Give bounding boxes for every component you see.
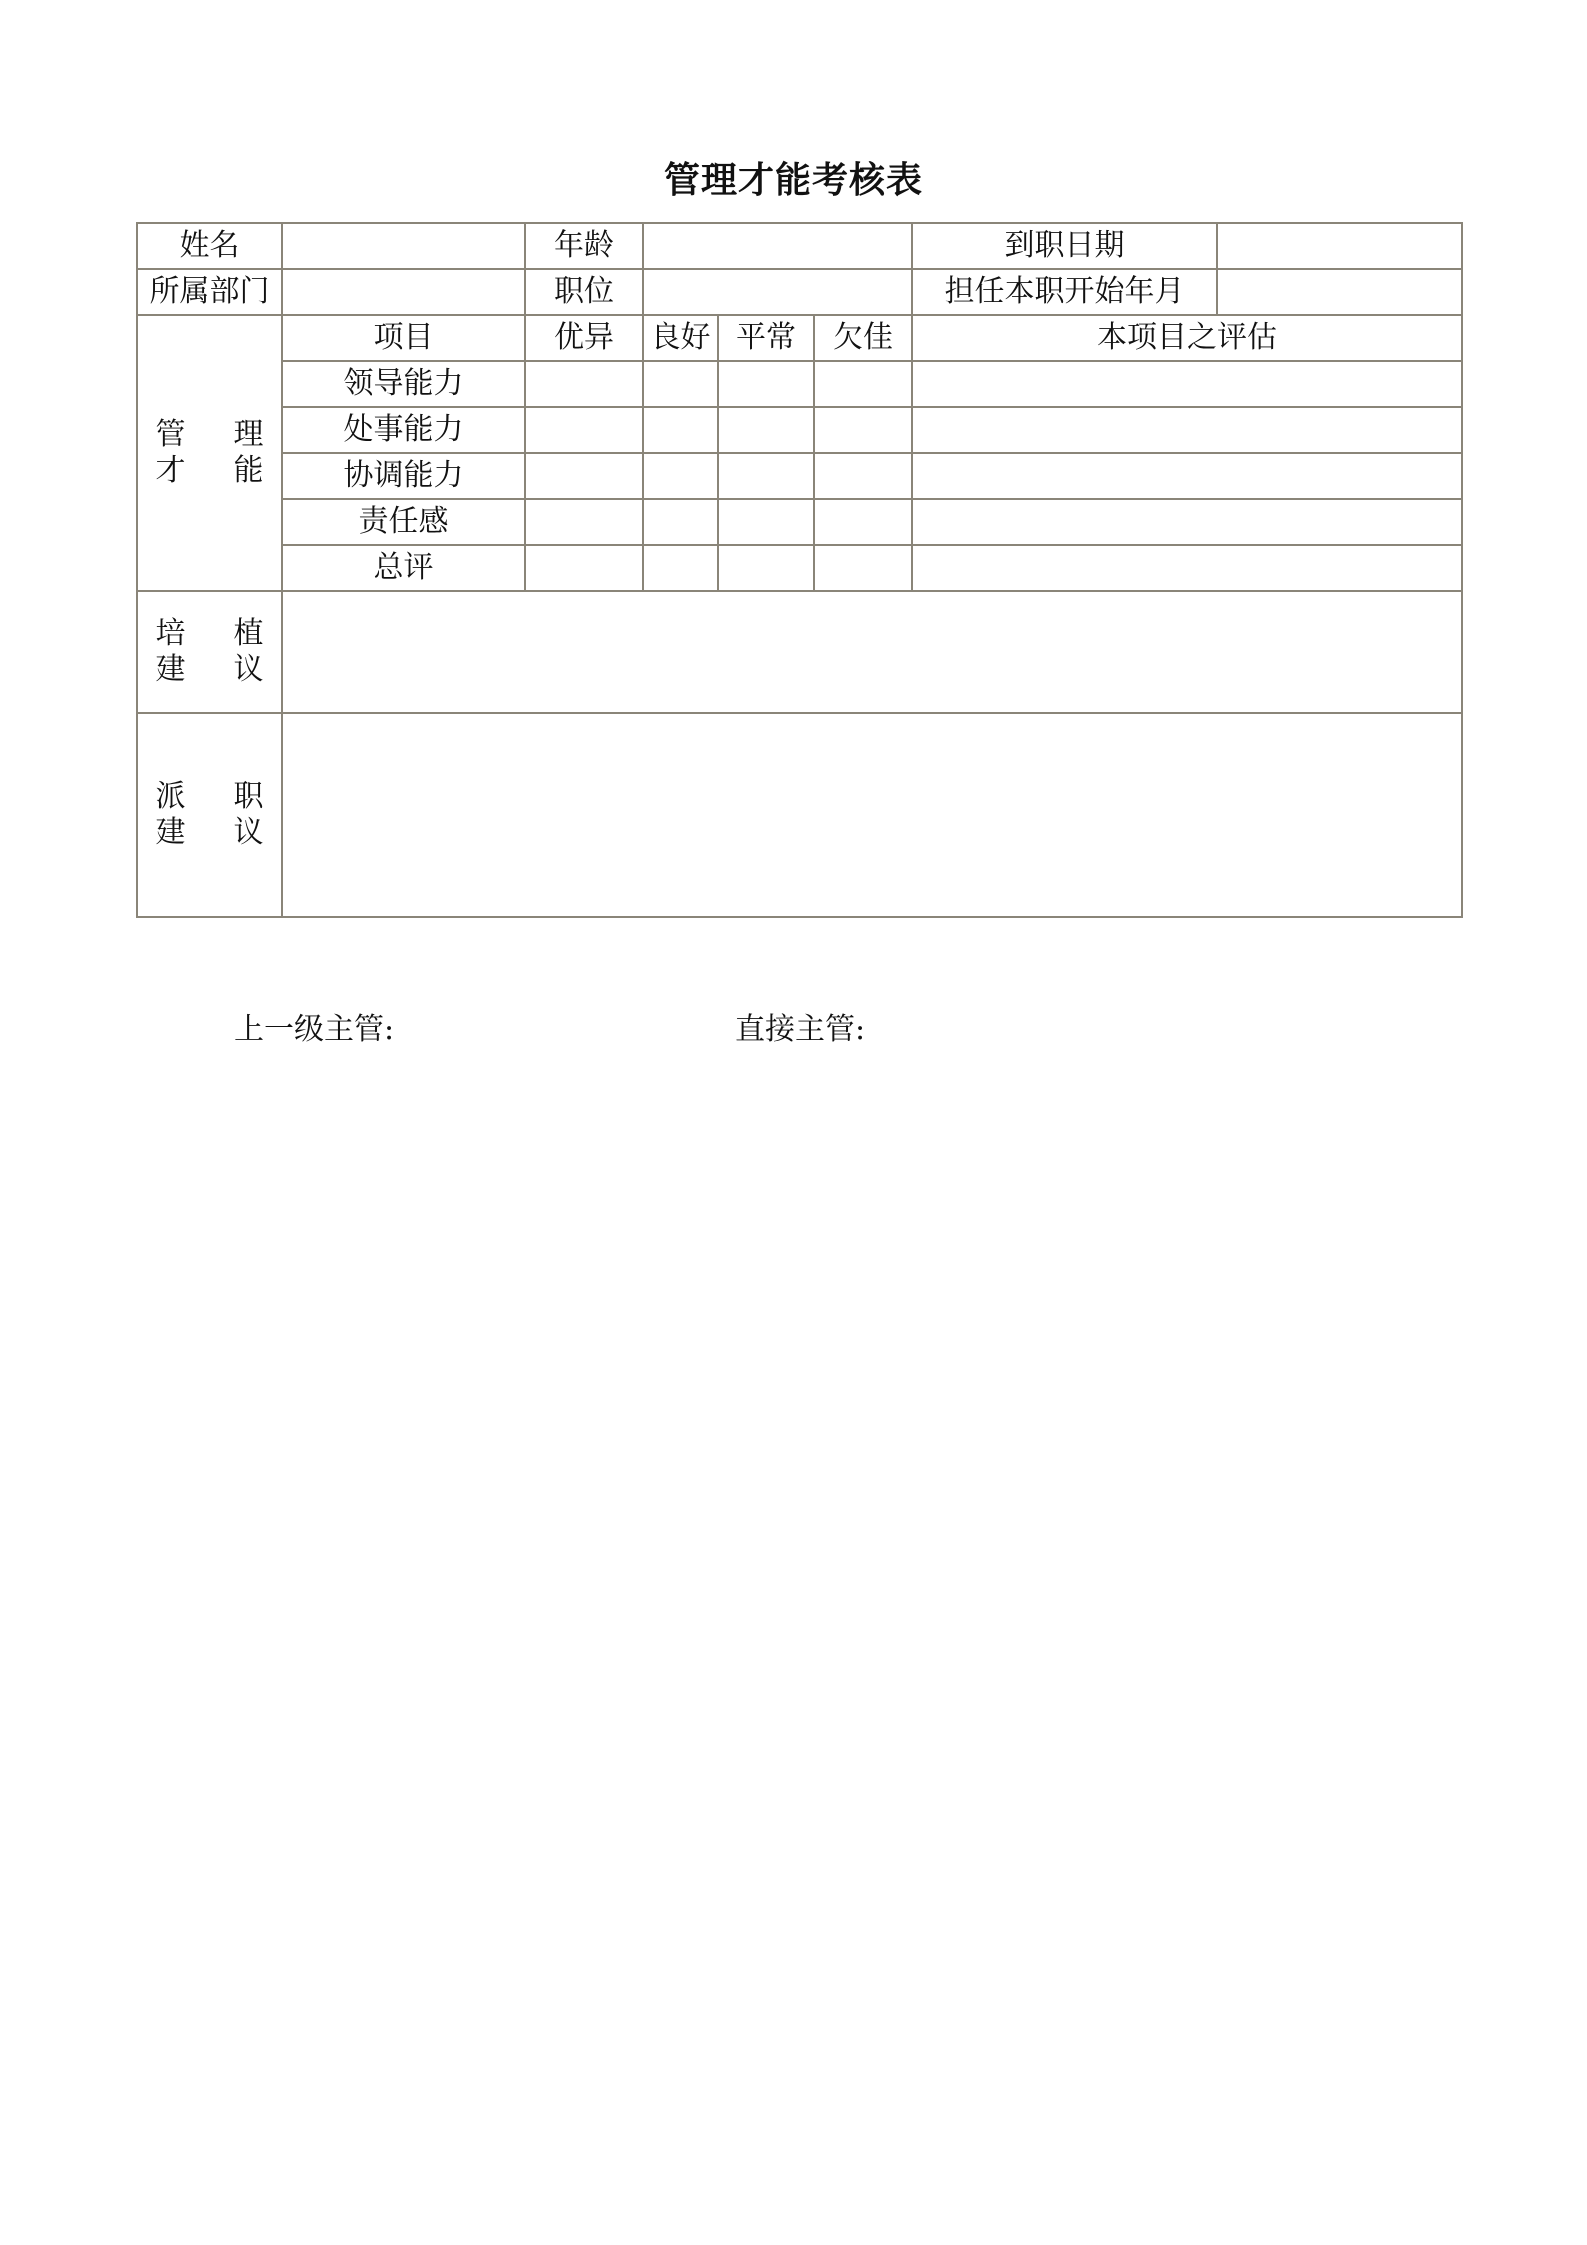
rating-cell-poor[interactable] [814, 453, 912, 499]
rating-cell-poor[interactable] [814, 499, 912, 545]
rating-cell-excellent[interactable] [525, 361, 643, 407]
rating-cell-excellent[interactable] [525, 407, 643, 453]
column-header-good: 良好 [643, 315, 718, 361]
direct-signature-label: 直接主管: [735, 1012, 866, 1047]
rating-cell-poor[interactable] [814, 361, 912, 407]
rating-cell-average[interactable] [718, 453, 814, 499]
name-label: 姓名 [137, 223, 282, 269]
rating-cell-good[interactable] [643, 545, 718, 591]
rating-cell-average[interactable] [718, 499, 814, 545]
appraisal-form-table [136, 222, 1463, 918]
rating-cell-good[interactable] [643, 453, 718, 499]
dept-label: 所属部门 [137, 269, 282, 315]
assignment-row [137, 713, 1462, 917]
evaluation-cell[interactable] [912, 407, 1462, 453]
evaluation-cell[interactable] [912, 545, 1462, 591]
column-header-item: 项目 [282, 315, 525, 361]
table-row [137, 453, 1462, 499]
position-label: 职位 [525, 269, 643, 315]
rating-cell-average[interactable] [718, 545, 814, 591]
assignment-section-label: 派 职 建 议 [137, 713, 282, 917]
training-row [137, 591, 1462, 713]
table-row [137, 545, 1462, 591]
rating-cell-good[interactable] [643, 361, 718, 407]
superior-signature-label: 上一级主管: [234, 1012, 395, 1047]
item-label-leadership: 领导能力 [282, 361, 525, 407]
page-title: 管理才能考核表 [663, 159, 923, 201]
evaluation-cell[interactable] [912, 453, 1462, 499]
training-suggestion-field[interactable] [282, 591, 1462, 713]
row-dept-position [137, 269, 1462, 315]
column-header-evaluation: 本项目之评估 [912, 315, 1462, 361]
ability-section-label: 管 理 才 能 [137, 315, 282, 591]
join-date-label: 到职日期 [912, 223, 1217, 269]
rating-cell-excellent[interactable] [525, 453, 643, 499]
rating-cell-good[interactable] [643, 407, 718, 453]
item-label-responsibility: 责任感 [282, 499, 525, 545]
rating-cell-poor[interactable] [814, 407, 912, 453]
name-field[interactable] [282, 223, 525, 269]
column-header-poor: 欠佳 [814, 315, 912, 361]
training-section-label: 培 植 建 议 [137, 591, 282, 713]
table-row [137, 407, 1462, 453]
rating-cell-excellent[interactable] [525, 545, 643, 591]
rating-cell-good[interactable] [643, 499, 718, 545]
start-date-label: 担任本职开始年月 [912, 269, 1217, 315]
column-header-excellent: 优异 [525, 315, 643, 361]
item-label-overall: 总评 [282, 545, 525, 591]
rating-cell-poor[interactable] [814, 545, 912, 591]
rating-cell-average[interactable] [718, 361, 814, 407]
dept-field[interactable] [282, 269, 525, 315]
position-field[interactable] [643, 269, 912, 315]
evaluation-cell[interactable] [912, 499, 1462, 545]
table-row [137, 499, 1462, 545]
start-date-field[interactable] [1217, 269, 1462, 315]
join-date-field[interactable] [1217, 223, 1462, 269]
rating-cell-average[interactable] [718, 407, 814, 453]
row-name-age [137, 223, 1462, 269]
rating-cell-excellent[interactable] [525, 499, 643, 545]
column-header-average: 平常 [718, 315, 814, 361]
item-label-handling: 处事能力 [282, 407, 525, 453]
age-label: 年龄 [525, 223, 643, 269]
table-row [137, 361, 1462, 407]
age-field[interactable] [643, 223, 912, 269]
evaluation-cell[interactable] [912, 361, 1462, 407]
ability-header-row [137, 315, 1462, 361]
item-label-coordination: 协调能力 [282, 453, 525, 499]
assignment-suggestion-field[interactable] [282, 713, 1462, 917]
